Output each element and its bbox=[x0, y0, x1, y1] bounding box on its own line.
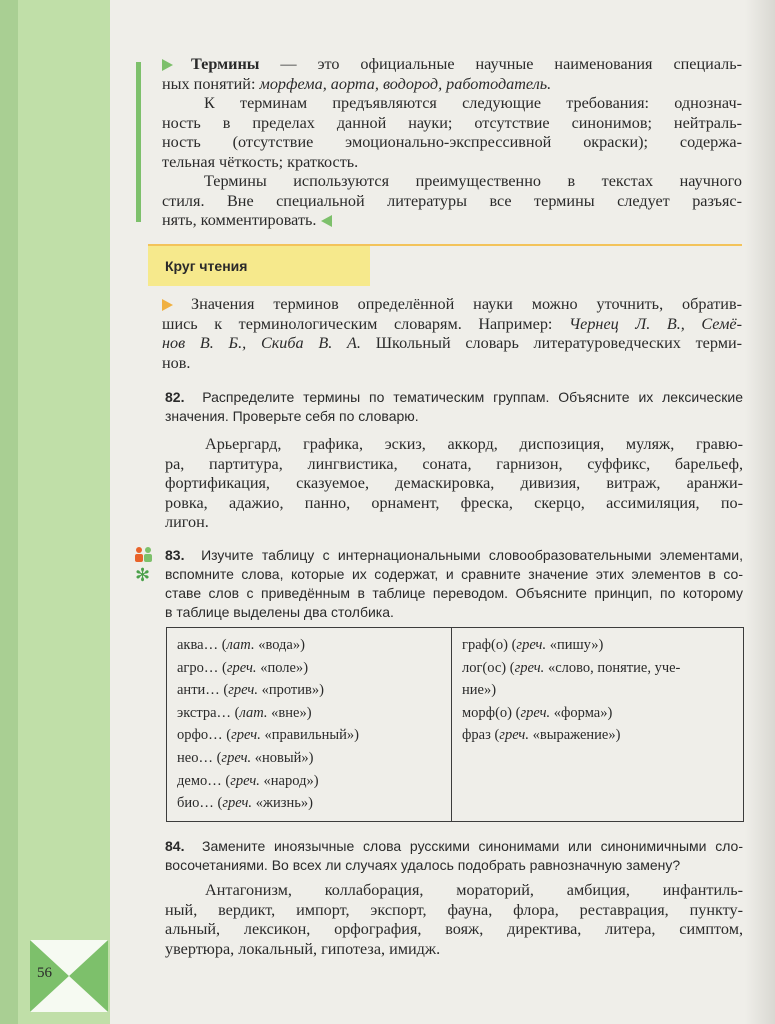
exercise-84-task: 84. Замените иноязычные слова русскими синонимами или синонимичными сло- восочетаниями. Во всех ли случаях удалось подобрать равнозначную замену? bbox=[165, 838, 743, 873]
exercise-84-words: Антагонизм, коллаборация, мораторий, амбиция, инфантиль- ный, вердикт, импорт, экспорт, фауна, флора, реставрация, пункту- альный, лексикон, орфография, вояж, директива, литера, симптом, увертюра, локальный, гипотеза, имидж. bbox=[165, 881, 743, 958]
page-gutter-shadow bbox=[745, 0, 775, 1024]
reading-title: Круг чтения bbox=[165, 258, 248, 274]
reading-text: Значения терминов определённой науки можно уточнить, обратив- шись к терминологическим словарям. Например: Чернец Л. В., Семё- нов В. Б., Скиба В. А. Школьный словарь литературоведческих терми- нов. bbox=[162, 295, 742, 372]
page-number: 56 bbox=[37, 965, 52, 981]
definition-bar bbox=[136, 62, 141, 222]
exercise-83-task: 83. Изучите таблицу с интернациональными словообразовательными элементами, вспомните слова, которые их содержат, и сравните значение этих элементов в со- ставе слов с приведённым в таблице переводом. Объясните принцип, по которому в таблице выделены два столбика. bbox=[165, 547, 743, 620]
table-row: экстра… (лат. «вне») bbox=[177, 704, 312, 721]
pair-work-icon bbox=[133, 546, 155, 564]
creative-task-icon: ✻ bbox=[135, 565, 151, 586]
table-row: демо… (греч. «народ») bbox=[177, 772, 319, 789]
start-marker-icon bbox=[162, 59, 173, 71]
table-row: орфо… (греч. «правильный») bbox=[177, 727, 359, 744]
page-margin-band bbox=[18, 0, 110, 1024]
reading-marker-icon bbox=[162, 299, 173, 311]
table-row: нео… (греч. «новый») bbox=[177, 749, 314, 766]
table-row: аква… (лат. «вода») bbox=[177, 637, 305, 653]
end-marker-icon bbox=[321, 215, 332, 227]
table-row: граф(о) (греч. «пишу») bbox=[462, 637, 604, 653]
exercise-number: 83. bbox=[165, 547, 185, 563]
exercise-82-words: Арьергард, графика, эскиз, аккорд, диспозиция, муляж, гравю- ра, партитура, лингвистика, соната, гарнизон, суффикс, барельеф, фортификация, сказуемое, демаскировка, дивизия, витраж, аранжи- ровка, адажио, панно, орнамент, фреска, скерцо, ассимиляция, по- лигон. bbox=[165, 435, 743, 531]
page-edge-strip bbox=[0, 0, 18, 1024]
table-row: анти… (греч. «против») bbox=[177, 682, 324, 699]
table-row: фраз (греч. «выражение») bbox=[462, 727, 621, 744]
table-row: агро… (греч. «поле») bbox=[177, 659, 309, 676]
table-row: лог(ос) (греч. «слово, понятие, уче- bbox=[462, 659, 681, 676]
term-examples: морфема, аорта, водород, работодатель. bbox=[259, 74, 552, 93]
word-elements-table bbox=[166, 627, 744, 822]
table-row: ние») bbox=[462, 682, 497, 699]
exercise-82-task: 82. Распределите термины по тематическим группам. Объясните их лексические значения. Проверьте себя по словарю. bbox=[165, 389, 744, 424]
table-row: био… (греч. «жизнь») bbox=[177, 795, 313, 812]
exercise-number: 82. bbox=[165, 389, 185, 405]
table-column-right bbox=[452, 628, 744, 822]
table-column-left bbox=[167, 628, 452, 822]
exercise-number: 84. bbox=[165, 838, 185, 854]
terms-definition: Термины — это официальные научные наименования специаль- ных понятий: морфема, аорта, водород, работодатель. К терминам предъявляются следующие требования: однознач- ность в пределах данной науки; отсутствие синонимов; нейтраль- ность (отсутствие эмоционально-экспрессивной окраски); содержа- тельная чёткость; краткость. Термины используются преимущественно в текстах научного стиля. Вне специальной литературы все термины следует разъяс- нять, комментировать. bbox=[162, 55, 742, 229]
table-row: морф(о) (греч. «форма») bbox=[462, 704, 613, 721]
term-heading: Термины bbox=[191, 55, 260, 73]
